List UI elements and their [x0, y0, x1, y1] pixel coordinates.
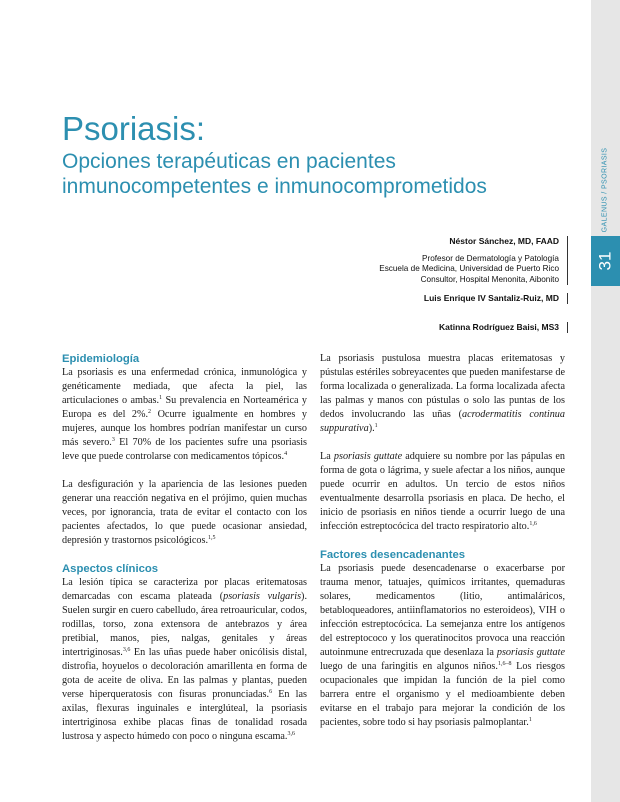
paragraph: La psoriasis guttate adquiere su nombre por las pápulas en forma de gota o lágrima, y suele afectar a los niños, aunque puede ocurrir en adultos. Un tercio de estos niños eventualmente desarrolla psoriasis en placa. De hecho, el inicio de psoriasis en niños tiende a ocurrir luego de una infección estreptocócica del tracto respiratorio alto.$^{1,6}$ [320, 451, 565, 532]
citation-ref: 1,6 [529, 521, 537, 527]
author-block-2 [424, 293, 568, 304]
right-column [320, 352, 565, 730]
citation-ref: 3,6 [122, 647, 131, 653]
paragraph: La psoriasis puede desencadenarse o exacerbarse por trauma menor, tatuajes, químicos irritantes, quemaduras solares, medicamentos (litio, antimaláricos, betabloqueadores, antiinflamatorios no esteroideos), VIH o infección estreptocócica. La semejanza entre los antígenos del estreptococo y los queratinocitos provoca una reacción autoinmune entrecruzada que desenlaza la psoriasis guttate luego de una faringitis en algunos niños.$^{1,6-8}$ Los riesgos ocupacionales que impidan la función de la piel como barrera entre el organismo y el medioambiente deben evitarse en el trabajo para mejorar la condición de los pacientes, sobre todo si hay psoriasis palmoplantar.$^1$ [320, 563, 565, 728]
citation-ref: 1,6–8 [497, 661, 512, 667]
side-strip [591, 0, 620, 802]
author-block-1 [379, 236, 568, 285]
article-subtitle: Opciones terapéuticas en pacientes inmunocompetentes e inmunocomprometidos [62, 150, 487, 198]
citation-ref: 1,5 [208, 535, 216, 541]
section-heading-aspectos-clinicos: Aspectos clínicos [62, 563, 159, 575]
author-affiliation: Consultor, Hospital Menonita, Aibonito [420, 274, 559, 284]
citation-ref: 6 [269, 689, 273, 695]
citation-ref: 3 [111, 437, 115, 443]
author-name: Luis Enrique IV Santaliz-Ruiz, MD [423, 293, 559, 303]
author-name: Néstor Sánchez, MD, FAAD [449, 236, 559, 246]
paragraph: La psoriasis pustulosa muestra placas eritematosas y pústulas estériles sobreyacentes que pueden manifestarse de forma localizada o generalizada. La forma localizada afecta las palmas y manos con pústulas o solo las puntas de los dedos involucrando las uñas (acrodermatitis continua suppurativa).$^1$ [320, 353, 565, 434]
citation-ref: 1 [374, 423, 378, 429]
author-block-3 [439, 322, 568, 333]
running-header: GALENUS / PSORIASIS [601, 147, 609, 233]
author-affiliation: Escuela de Medicina, Universidad de Puerto Rico [379, 264, 559, 273]
section-heading-factores: Factores desencadenantes [320, 549, 466, 561]
author-name: Katinna Rodríguez Baisi, MS3 [439, 322, 559, 332]
page-number-tab [591, 236, 620, 286]
left-column [62, 352, 307, 744]
section-heading-epidemiologia: Epidemiología [62, 353, 140, 365]
citation-ref: 2 [148, 409, 152, 415]
paragraph: La lesión típica se caracteriza por placas eritematosas demarcadas con escama plateada (psoriasis vulgaris). Suelen surgir en cuero cabelludo, área retroauricular, codos, rodillas, torso, zona extensora de antebrazos y área pretibial, manos, pies, nalgas, genitales y áreas intertriginosas.$^{3,6}$ En las uñas puede haber onicólisis distal, distrofia, hoyuelos o decoloración amarillenta en forma de gota de aceite de oliva. En las palmas y plantas, pueden verse hiperqueratosis con fisuras pronunciadas.$^6$ En las axilas, flexuras inguinales e interglúteal, la psoriasis intertriginosa exhibe placas finas de tonalidad rosada lustrosa y aspecto húmedo con poco o ninguna escama.$^{3,6}$ [62, 577, 307, 742]
citation-ref: 1 [159, 395, 163, 401]
paragraph: La psoriasis es una enfermedad crónica, inmunológica y genéticamente mediada, que afecta la piel, las articulaciones o ambas.$^1$ Su prevalencia en Norteamérica y Europa es del 2%.$^2$ Ocurre igualmente en hombres y mujeres, aunque los hombres podrían manifestar un curso más severo.$^3$ El 70% de los pacientes sufre una psoriasis leve que puede controlarse con medicamentos tópicos.$^4$ [62, 367, 307, 462]
citation-ref: 1 [528, 717, 532, 723]
page-number: 31 [595, 251, 615, 271]
paragraph: La desfiguración y la apariencia de las lesiones pueden generar una reacción negativa en el prójimo, quien muchas veces, por ignorancia, trata de evitar el contacto con los pacientes afectados, lo que puede ocasionar ansiedad, depresión y trastornos psicológicos.$^{1,5}$ [62, 479, 307, 546]
citation-ref: 3,6 [287, 731, 295, 737]
author-affiliation: Profesor de Dermatología y Patología [422, 253, 559, 263]
citation-ref: 4 [284, 451, 288, 457]
article-title: Psoriasis: [62, 110, 206, 147]
